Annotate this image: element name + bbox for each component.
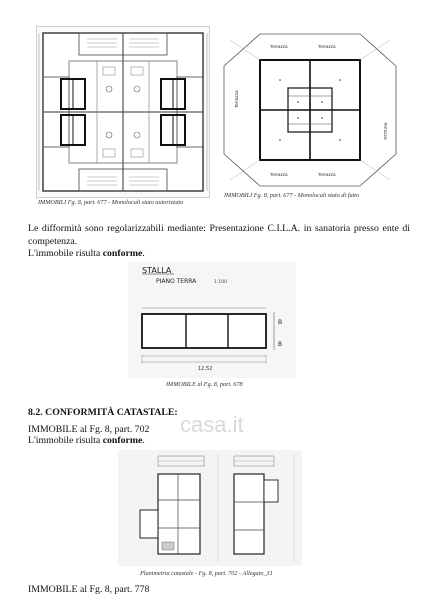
floor-plan-authorized (36, 26, 210, 198)
terrace-label: Terrazza (383, 122, 388, 140)
terrace-label: Terrazza (270, 44, 288, 49)
stalla-total-dimension: 12,52 (198, 366, 213, 372)
caption-fig3: IMMOBILE al Fg. 8, part. 678 (166, 381, 243, 388)
stalla-title: STALLA (142, 266, 172, 275)
immobile-702-label: IMMOBILE al Fg. 8, part. 702 (28, 424, 150, 435)
conformity-value: conforme (102, 435, 143, 446)
terrace-label: Terrazza (234, 90, 239, 108)
terrace-label: Terrazza (318, 172, 336, 177)
conformity-suffix: . (142, 248, 145, 259)
svg-text:B: B (278, 319, 283, 326)
immobile-778-label: IMMOBILE al Fg. 8, part. 778 (28, 584, 150, 595)
caption-fig1: IMMOBILI Fg. 8, part. 677 - Monolocali stato autorizzato (38, 199, 184, 206)
floor-plan-stalla (128, 262, 296, 378)
conformity-prefix: L'immobile risulta (28, 248, 103, 259)
caption-fig4: Planimetria catastale - Fg. 8, part. 702 - Allegato_31 (140, 570, 273, 577)
floor-plan-as-built (220, 30, 400, 190)
conformity-statement-1 (28, 248, 410, 261)
conformity-suffix: . (142, 435, 145, 446)
conformity-value: conforme (102, 248, 143, 259)
stalla-subtitle: PIANO TERRA (156, 278, 197, 285)
stalla-scale: 1:100 (214, 280, 227, 285)
conformity-prefix: L'immobile risulta (28, 435, 103, 446)
terrace-label: Terrazza (318, 44, 336, 49)
difformita-paragraph: Le difformità sono regolarizzabili mediante: Presentazione C.I.L.A. in sanatoria presso ente di competenza. (28, 223, 410, 247)
section-heading-8-2: 8.2. CONFORMITÀ CATASTALE: (28, 407, 178, 418)
terrace-label: Terrazza (270, 172, 288, 177)
watermark: casa.it (180, 412, 244, 437)
cadastral-plan (118, 450, 302, 566)
caption-fig2: IMMOBILI Fg. 8, part. 677 - Monolocali stato di fatto (224, 192, 360, 199)
svg-text:B: B (278, 341, 283, 348)
